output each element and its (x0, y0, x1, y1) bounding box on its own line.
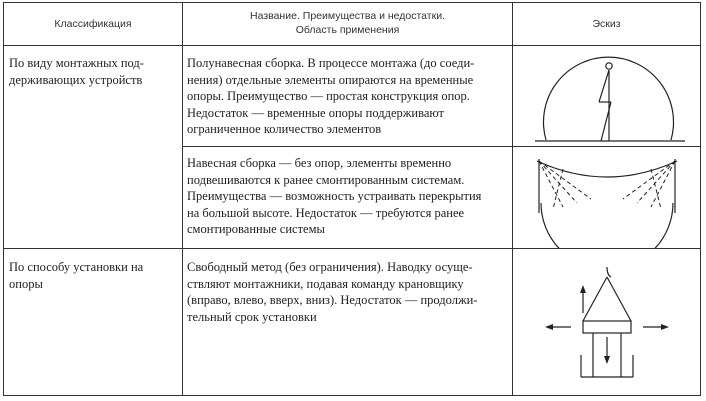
row1-classification: По виду монтажных под- держивающих устройств (9, 56, 144, 87)
cantilever-sketch (513, 147, 701, 248)
header-sketch: Эскиз (592, 18, 621, 30)
row1-entry2-text: Навесная сборка — без опор, элементы временно подвешиваются к ранее смонтированным системам. Преимущества — возможность устраивать перекрытия на большой высоте. Недостаток — требуются ранее смонтированные системы (187, 156, 482, 236)
header-name: Название. Преимущества и недостатки. Область применения (250, 10, 445, 36)
column-divider (182, 3, 183, 395)
semi-cantilever-sketch (513, 46, 701, 146)
header-classification: Классификация (54, 18, 132, 30)
row2-entry1-text: Свободный метод (без ограничения). Наводку осуще- ствляют монтажники, подавая команду крановщику (вправо, влево, вверх, вниз). Недостаток — продолжи- тельный срок установки (187, 260, 478, 324)
row1-entry1-text: Полунавесная сборка. В процессе монтажа (до соеди- нения) отдельные элементы опираются на временные опоры. Преимущество — простая конструкция опор. Недостаток — временные опоры поддерживают ограниченное количество элементов (187, 56, 475, 136)
free-method-sketch (513, 249, 701, 396)
row2-classification: По способу установки на опоры (9, 260, 144, 291)
classification-table (3, 2, 701, 396)
